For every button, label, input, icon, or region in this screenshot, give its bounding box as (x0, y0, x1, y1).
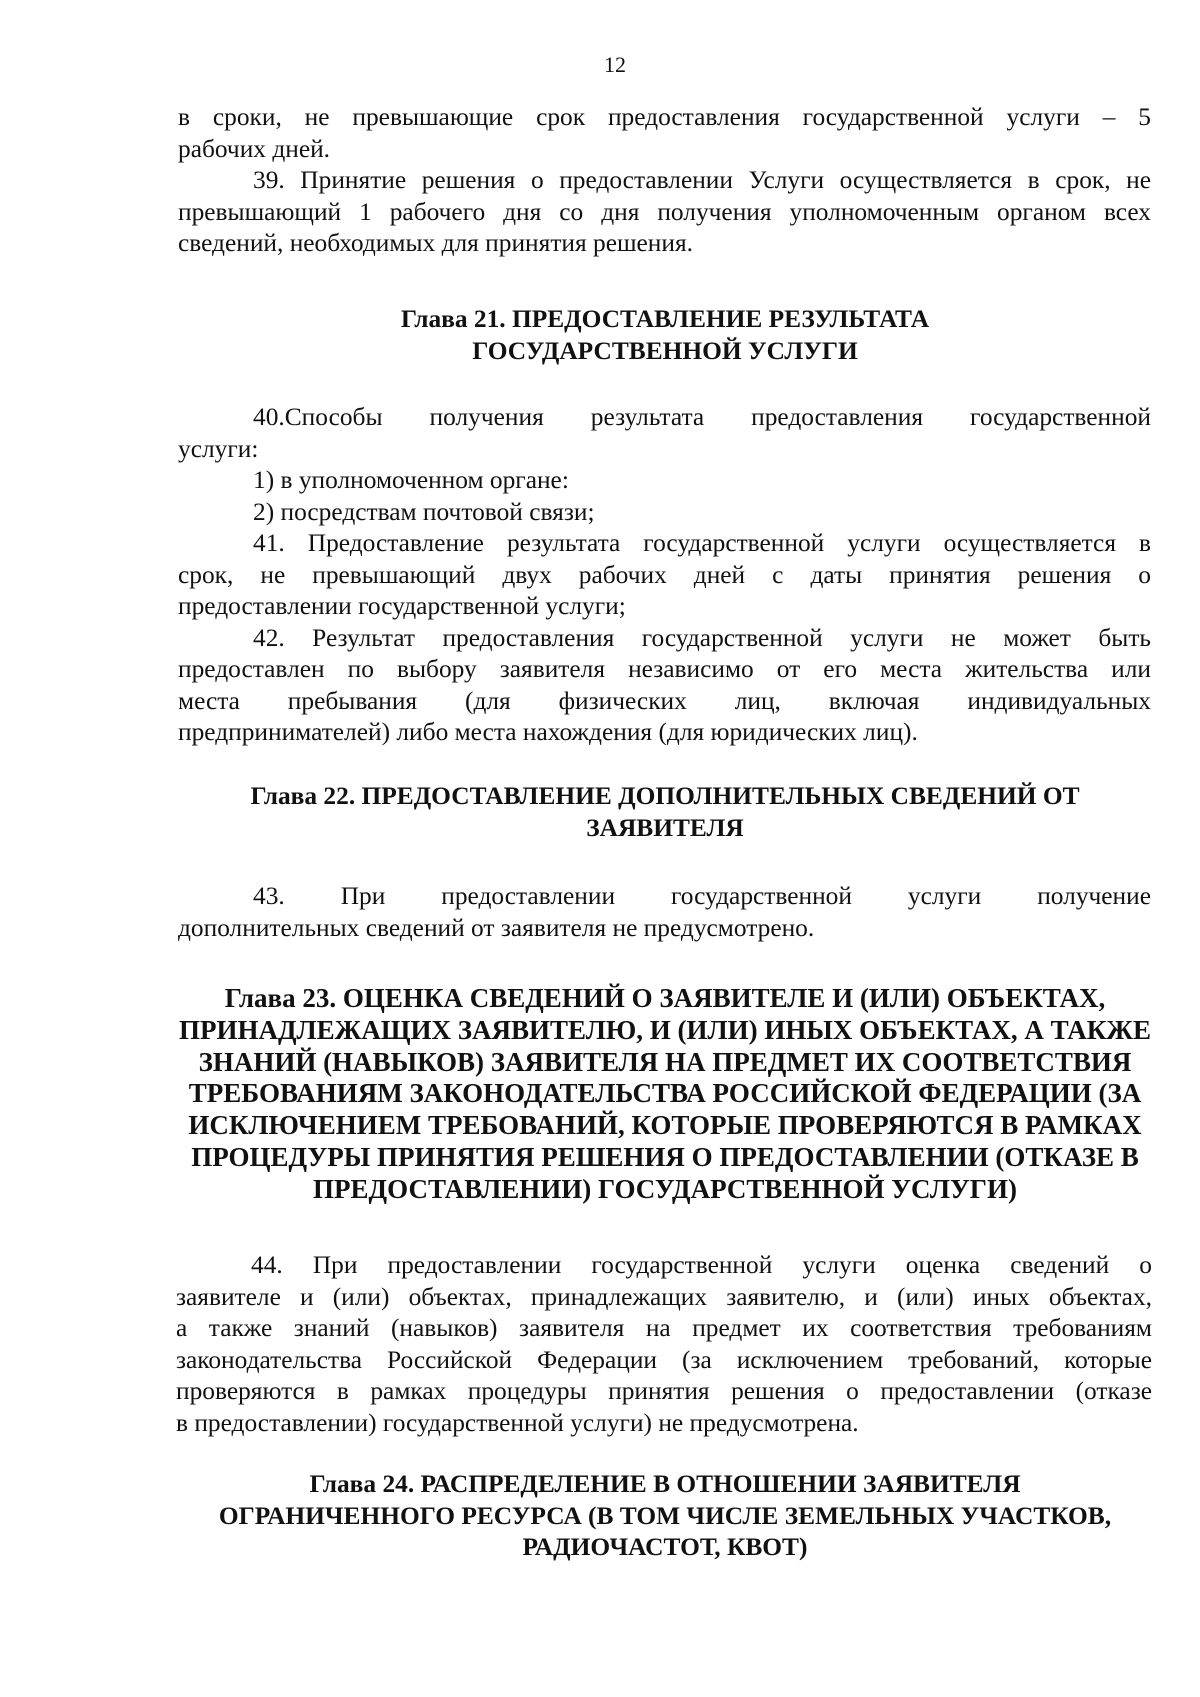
paragraph-42-line-3: места пребывания (для физических лиц, включая индивидуальных (178, 686, 1151, 715)
paragraph-38-line-2: рабочих дней. (178, 134, 331, 163)
paragraph-39-line-1: 39. Принятие решения о предоставлении Услуги осуществляется в срок, не (253, 166, 1151, 194)
chapter-21-heading (170, 304, 1160, 367)
paragraph-38-line-1: в сроки, не превышающие срок предоставления государственной услуги – 5 (178, 103, 1151, 131)
chapter-21-heading-line-1: Глава 21. ПРЕДОСТАВЛЕНИЕ РЕЗУЛЬТАТА (400, 305, 930, 333)
chapter-23-heading-line-5: ИСКЛЮЧЕНИЕМ ТРЕБОВАНИЙ, КОТОРЫЕ ПРОВЕРЯЮТСЯ В РАМКАХ (188, 1110, 1142, 1141)
chapter-22-heading (170, 781, 1160, 844)
list-item-2: 2) посредствам почтовой связи; (253, 497, 595, 526)
chapter-24-heading-line-1: Глава 24. РАСПРЕДЕЛЕНИЕ В ОТНОШЕНИИ ЗАЯВИТЕЛЯ (309, 1470, 1021, 1498)
paragraph-44-line-2: заявителе и (или) объектах, принадлежащих заявителю, и (или) иных объектах, (176, 1282, 1152, 1311)
chapter-23-heading (170, 983, 1160, 1206)
paragraph-block-43 (178, 881, 1151, 944)
paragraph-44-line-3: а также знаний (навыков) заявителя на предмет их соответствия требованиям (176, 1314, 1152, 1342)
paragraph-44-line-5: проверяются в рамках процедуры принятия решения о предоставлении (отказе (176, 1377, 1152, 1405)
paragraph-41-line-2: срок, не превышающий двух рабочих дней с даты принятия решения о (178, 560, 1151, 589)
paragraph-44-line-4: законодательства Российской Федерации (за исключением требований, которые (176, 1345, 1152, 1374)
page-number: 12 (604, 52, 626, 77)
paragraph-39-line-2: превышающий 1 рабочего дня со дня получения уполномоченным органом всех (178, 197, 1151, 226)
chapter-23-heading-line-3: ЗНАНИЙ (НАВЫКОВ) ЗАЯВИТЕЛЯ НА ПРЕДМЕТ ИХ СООТВЕТСТВИЯ (198, 1046, 1132, 1077)
paragraph-block-40-42 (178, 402, 1151, 749)
chapter-23-heading-line-2: ПРИНАДЛЕЖАЩИХ ЗАЯВИТЕЛЮ, И (ИЛИ) ИНЫХ ОБЪЕКТАХ, А ТАКЖЕ (178, 1014, 1152, 1045)
paragraph-42-line-4: предпринимателей) либо места нахождения (для юридических лиц). (178, 718, 918, 746)
paragraph-42-line-2: предоставлен по выбору заявителя независимо от его места жительства или (178, 655, 1151, 683)
chapter-23-heading-line-7: ПРЕДОСТАВЛЕНИИ) ГОСУДАРСТВЕННОЙ УСЛУГИ) (313, 1173, 1017, 1204)
chapter-24-heading-line-3: РАДИОЧАСТОТ, КВОТ) (522, 1533, 808, 1561)
paragraph-41-line-3: предоставлении государственной услуги; (178, 592, 626, 620)
chapter-23-heading-line-4: ТРЕБОВАНИЯМ ЗАКОНОДАТЕЛЬСТВА РОССИЙСКОЙ ФЕДЕРАЦИИ (ЗА (188, 1078, 1142, 1109)
paragraph-44-line-6: в предоставлении) государственной услуги) не предусмотрена. (176, 1408, 859, 1437)
chapter-23-heading-line-6: ПРОЦЕДУРЫ ПРИНЯТИЯ РЕШЕНИЯ О ПРЕДОСТАВЛЕНИИ (ОТКАЗЕ В (191, 1141, 1139, 1172)
paragraph-43-line-2: дополнительных сведений от заявителя не предусмотрено. (178, 913, 815, 942)
chapter-24-heading-line-2: ОГРАНИЧЕННОГО РЕСУРСА (В ТОМ ЧИСЛЕ ЗЕМЕЛЬНЫХ УЧАСТКОВ, (218, 1501, 1112, 1530)
paragraph-39-line-3: сведений, необходимых для принятия решения. (178, 229, 694, 257)
paragraph-block-38-39 (178, 102, 1151, 260)
chapter-22-heading-line-1: Глава 22. ПРЕДОСТАВЛЕНИЕ ДОПОЛНИТЕЛЬНЫХ СВЕДЕНИЙ ОТ (250, 782, 1080, 810)
paragraph-43-line-1: 43. При предоставлении государственной услуги получение (253, 882, 1151, 910)
chapter-22-heading-line-2: ЗАЯВИТЕЛЯ (586, 813, 744, 842)
paragraph-block-44 (176, 1250, 1152, 1439)
paragraph-40-line-1: 40.Способы получения результата предоставления государственной (253, 403, 1151, 431)
paragraph-44-line-1: 44. При предоставлении государственной услуги оценка сведений о (251, 1251, 1152, 1279)
list-item-1: 1) в уполномоченном органе: (253, 466, 569, 494)
paragraph-41-line-1: 41. Предоставление результата государственной услуги осуществляется в (253, 529, 1151, 557)
paragraph-42-line-1: 42. Результат предоставления государственной услуги не может быть (253, 623, 1151, 652)
chapter-21-heading-line-2: ГОСУДАРСТВЕННОЙ УСЛУГИ (472, 336, 858, 365)
paragraph-40-line-2: услуги: (178, 434, 259, 463)
chapter-23-heading-line-1: Глава 23. ОЦЕНКА СВЕДЕНИЙ О ЗАЯВИТЕЛЕ И (ИЛИ) ОБЪЕКТАХ, (224, 983, 1106, 1013)
chapter-24-heading (170, 1469, 1160, 1564)
